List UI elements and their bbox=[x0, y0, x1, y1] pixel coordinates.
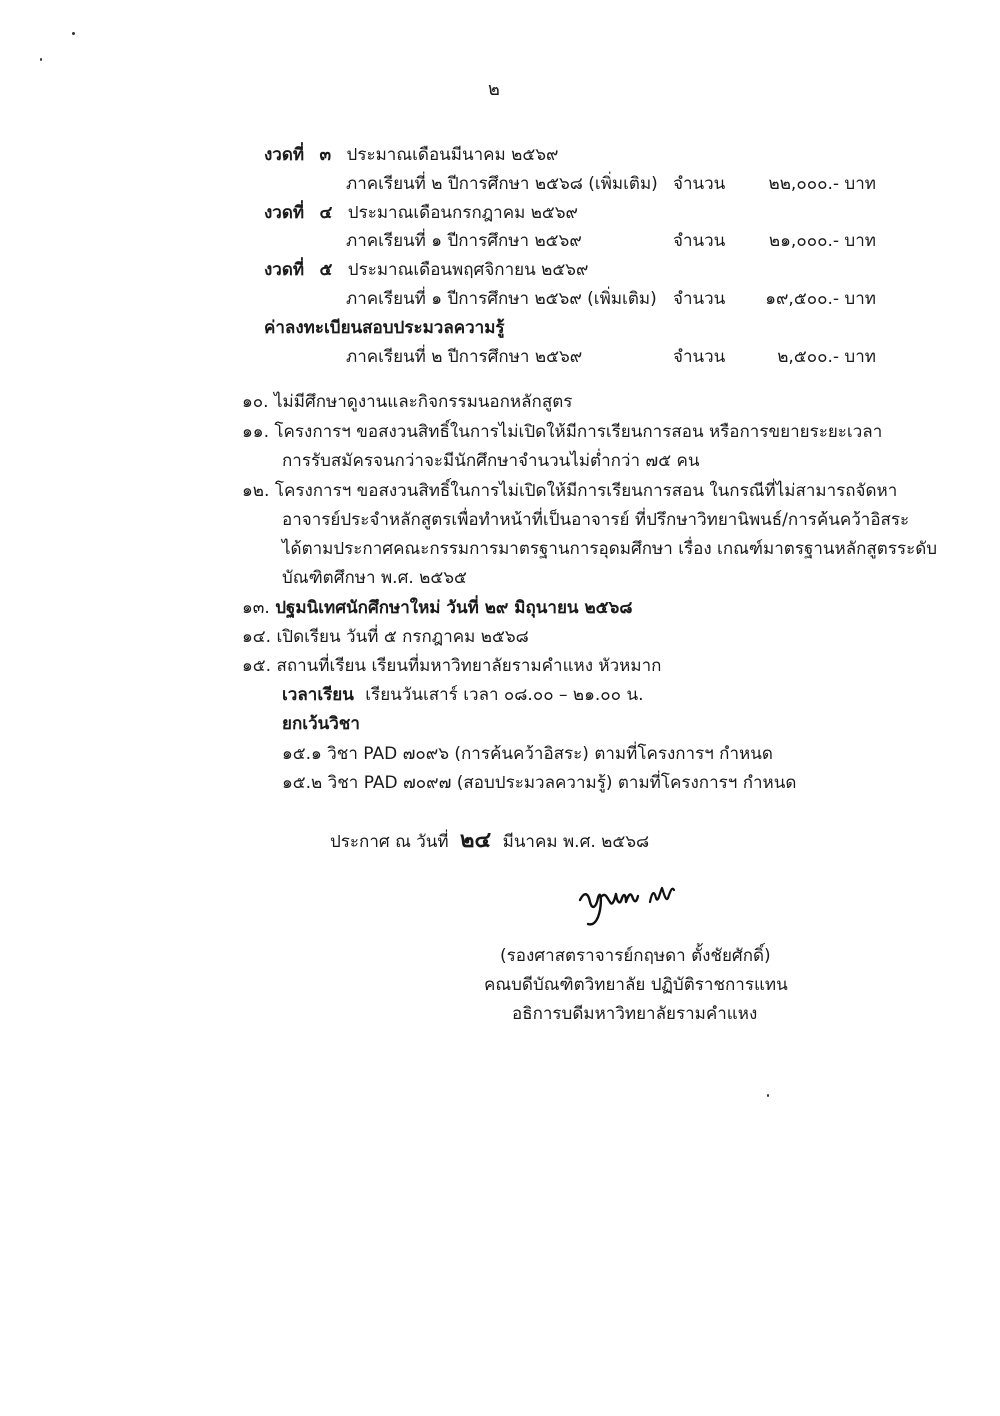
installment-5-term: ภาคเรียนที่ ๑ ปีการศึกษา ๒๕๖๙ (เพิ่มเติม) bbox=[346, 289, 657, 309]
item-text: โครงการฯ ขอสงวนสิทธิ์ในการไม่เปิดให้มีการเรียนการสอน หรือการขยายระยะเวลา bbox=[274, 422, 883, 442]
installment-3-term: ภาคเรียนที่ ๒ ปีการศึกษา ๒๕๖๘ (เพิ่มเติม) bbox=[346, 174, 658, 194]
item-text: ปฐมนิเทศนักศึกษาใหม่ วันที่ ๒๙ มิถุนายน ๒๕๖๘ bbox=[275, 598, 633, 618]
scan-speck bbox=[40, 58, 42, 61]
amount-unit: บาท bbox=[844, 289, 876, 309]
class-time-label: เวลาเรียน bbox=[282, 685, 354, 705]
item-number: ๑๔. bbox=[242, 627, 272, 647]
except-course-1: ๑๕.๑ วิชา PAD ๗๐๙๖ (การค้นคว้าอิสระ) ตามที่โครงการฯ กำหนด bbox=[282, 744, 773, 764]
installment-5-amount bbox=[673, 287, 876, 311]
announcement-prefix: ประกาศ ณ วันที่ bbox=[330, 832, 449, 852]
amount-label: จำนวน bbox=[673, 289, 726, 309]
installment-period: ประมาณเดือนกรกฎาคม ๒๕๖๙ bbox=[347, 203, 579, 223]
signatory-title-2: อธิการบดีมหาวิทยาลัยรามคำแหง bbox=[512, 1004, 758, 1024]
amount-unit: บาท bbox=[844, 174, 876, 194]
amount-value: ๒๒,๐๐๐.- bbox=[768, 174, 839, 194]
installment-5-heading bbox=[264, 258, 588, 282]
item-number: ๑๒. bbox=[242, 481, 270, 501]
installment-number: ๕ bbox=[319, 260, 333, 280]
item-text: เปิดเรียน วันที่ ๕ กรกฎาคม ๒๕๖๘ bbox=[276, 627, 529, 647]
item-number: ๑๓. bbox=[242, 598, 270, 618]
except-label: ยกเว้นวิชา bbox=[282, 714, 360, 734]
item-12-cont: อาจารย์ประจำหลักสูตรเพื่อทำหน้าที่เป็นอาจารย์ ที่ปรึกษาวิทยานิพนธ์/การค้นคว้าอิสระ bbox=[282, 510, 910, 530]
exam-fee-title: ค่าลงทะเบียนสอบประมวลความรู้ bbox=[264, 318, 505, 338]
amount-value: ๒๑,๐๐๐.- bbox=[768, 231, 839, 251]
signature-image bbox=[566, 872, 706, 932]
item-12-cont: ได้ตามประกาศคณะกรรมการมาตรฐานการอุดมศึกษา เรื่อง เกณฑ์มาตรฐานหลักสูตรระดับ bbox=[282, 539, 938, 559]
installment-4-heading bbox=[264, 201, 578, 225]
amount-label: จำนวน bbox=[673, 347, 726, 367]
installment-3-heading bbox=[264, 143, 558, 167]
signatory-title-1: คณบดีบัณฑิตวิทยาลัย ปฏิบัติราชการแทน bbox=[484, 975, 788, 995]
installment-label: งวดที่ bbox=[264, 145, 305, 165]
item-10 bbox=[242, 390, 572, 414]
signatory-name: (รองศาสตราจารย์กฤษดา ตั้งชัยศักดิ์) bbox=[500, 946, 771, 966]
amount-label: จำนวน bbox=[673, 231, 726, 251]
installment-3-amount bbox=[673, 172, 876, 196]
item-11-cont: การรับสมัครจนกว่าจะมีนักศึกษาจำนวนไม่ต่ำกว่า ๗๕ คน bbox=[282, 451, 700, 471]
except-course-2: ๑๕.๒ วิชา PAD ๗๐๙๗ (สอบประมวลความรู้) ตามที่โครงการฯ กำหนด bbox=[282, 773, 797, 793]
installment-number: ๓ bbox=[319, 145, 332, 165]
exam-fee-amount bbox=[673, 345, 876, 369]
item-12 bbox=[242, 479, 897, 503]
installment-label: งวดที่ bbox=[264, 260, 305, 280]
amount-unit: บาท bbox=[844, 231, 876, 251]
item-13 bbox=[242, 596, 632, 620]
item-number: ๑๑. bbox=[242, 422, 269, 442]
scan-speck bbox=[767, 1094, 769, 1097]
page-number: ๒ bbox=[488, 79, 500, 100]
installment-period: ประมาณเดือนมีนาคม ๒๕๖๙ bbox=[346, 145, 559, 165]
item-text: ไม่มีศึกษาดูงานและกิจกรรมนอกหลักสูตร bbox=[273, 392, 573, 412]
item-14 bbox=[242, 625, 529, 649]
amount-unit: บาท bbox=[844, 347, 876, 367]
exam-fee-term: ภาคเรียนที่ ๒ ปีการศึกษา ๒๕๖๙ bbox=[346, 347, 583, 367]
installment-4-amount bbox=[673, 229, 876, 253]
item-text: โครงการฯ ขอสงวนสิทธิ์ในการไม่เปิดให้มีการเรียนการสอน ในกรณีที่ไม่สามารถจัดหา bbox=[274, 481, 898, 501]
item-number: ๑๐. bbox=[242, 392, 269, 412]
class-time bbox=[282, 683, 643, 707]
amount-value: ๒,๕๐๐.- bbox=[777, 347, 839, 367]
installment-4-term: ภาคเรียนที่ ๑ ปีการศึกษา ๒๕๖๙ bbox=[346, 231, 582, 251]
announcement-date bbox=[330, 829, 649, 854]
class-time-text: เรียนวันเสาร์ เวลา ๐๘.๐๐ – ๒๑.๐๐ น. bbox=[365, 685, 644, 705]
item-11 bbox=[242, 420, 882, 444]
announcement-suffix: มีนาคม พ.ศ. ๒๕๖๘ bbox=[502, 832, 650, 852]
item-text: สถานที่เรียน เรียนที่มหาวิทยาลัยรามคำแหง หัวหมาก bbox=[276, 656, 662, 676]
item-15 bbox=[242, 654, 661, 678]
installment-period: ประมาณเดือนพฤศจิกายน ๒๕๖๙ bbox=[347, 260, 589, 280]
item-12-cont: บัณฑิตศึกษา พ.ศ. ๒๕๖๕ bbox=[282, 568, 467, 588]
amount-label: จำนวน bbox=[673, 174, 726, 194]
item-number: ๑๕. bbox=[242, 656, 272, 676]
installment-number: ๔ bbox=[319, 203, 333, 223]
announcement-day: ๒๔ bbox=[460, 828, 492, 853]
installment-label: งวดที่ bbox=[264, 203, 305, 223]
scan-speck bbox=[72, 32, 75, 35]
amount-value: ๑๙,๕๐๐.- bbox=[765, 289, 839, 309]
